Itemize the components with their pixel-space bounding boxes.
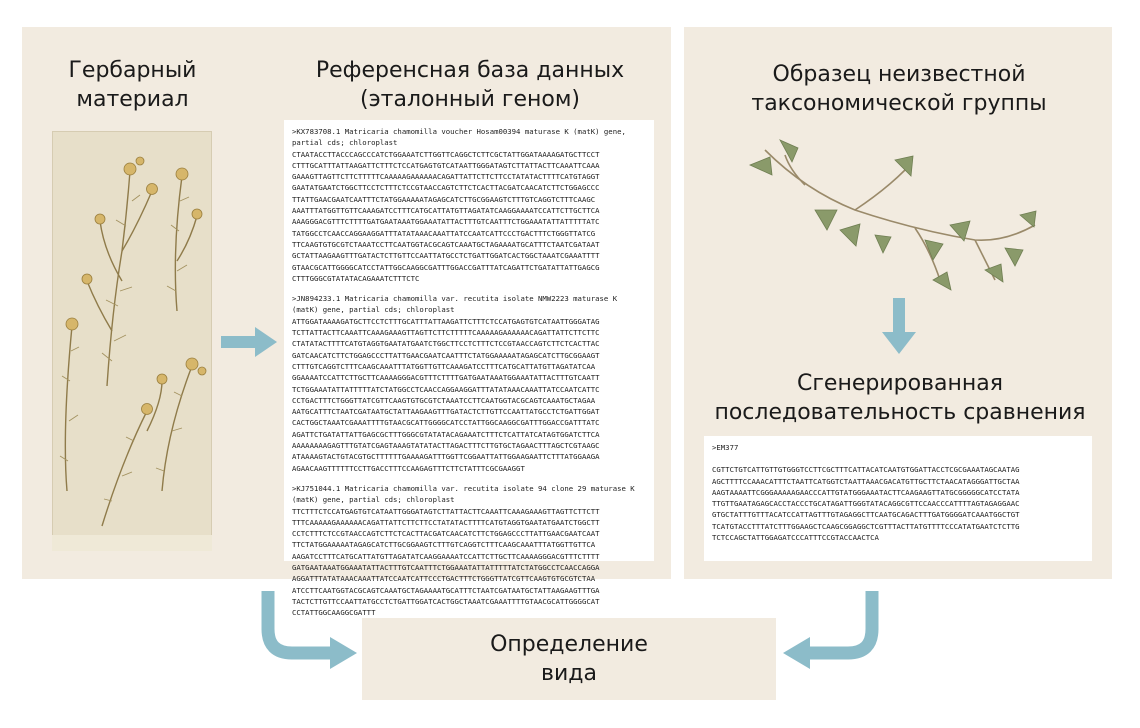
reference-entry	[292, 126, 646, 284]
reference-database-document	[284, 120, 654, 618]
unknown-plant-specimen-image	[745, 130, 1045, 290]
entry-sequence: ATTGGATAAAAGATGCTTCCTCTTTGCATTTATTAAGATTCTTTCTCCATGAGTGTCATAATTGGGATAG TCTTATTACTTCAAATTCAAAGAAAGTTAGTTCTTCTTTTTCAAAAAGAAAAAACAGATTATTCTTCTTC CTATATACTTTTCATGTAGGTGAATATGAATCTGGCTTCCTCTTTCTCCGTAACCAGTCTTCTCACTTAC GATCAACATCTTCTGGAGCCCTTATTGAACGAATCAATTTCTATGGAAAAATAGAGCATCTTGCGGAAGT CTTTGTCAGGTCTTTCAAGCAAATTTATGGTTGTTCAAAGATCCTTTCATGCATTATGTTAGATATCAA GGAAAATCCATTCTTGCTTCAAAAGGGACGTTTCTTTTGATGAATAAATGGAAATATTACTTTGTCAATT TCTGGAAATATTATTTTTATCTATGGCCTCAACCAGGAAGGATTTATATAAACAAATTATCCAATCATTC CCTGACTTTCTGGGTTATCGTTCAAGTGTGCGTCTAAATCCTTCAATGGTACGCAGTCAAATGCTAGAA AATGCATTTCTAATCGATAATGCTATTAAGAAGTTTGATACTCTTGTTCCAATTATGCCTCTGATTGGAT CACTGGCTAAATCGAAATTTTGTAACGCATTGGGGCATCCTATTGGCAAGGCGATTTGGACCGATTTATC AGATTCTGATATTATTGAGCGCTTTGGGCGTATATACAGAAATCTTTCTCATTATCATAGTGGATCTTCA AAAAAAAAGAGTTTGTATCGAGTAAAGTATATACTTAGACTTTCTTGTGCTAGAACTTTAGCTCGTAAGC ATAAAAGTACTGTACGTGCTTTTTTGAAAAGATTTGGTTCGGAATTATTGGAAGAATTCTTTATGGAAGA AGAACAAGTTTTTTCCTTGACCTTTCCAAGAGTTTCTTCTATTTCGCGAAGGT	[292, 316, 600, 473]
herbarium-title: Гербарный материал	[68, 58, 197, 112]
result-title: Определение вида	[490, 632, 648, 686]
specimen-label	[52, 535, 212, 551]
chamomile-specimen-icon	[52, 131, 212, 551]
generated-header: >EM377	[712, 443, 739, 452]
arrow-icon	[882, 298, 916, 358]
generated-sequence-title: Сгенерированная последовательность сравнения	[714, 371, 1086, 425]
arrow-icon	[778, 591, 878, 691]
generated-sequence-text: CGTTCTGTCATTGTTGTGGGTCCTTCGCTTTCATTACATCAATGTGGATTACCTCGCGAAATAGCAATAG AGCTTTTCCAAACATTTCTAATTCATGGTCTAATTAAACGACATGTTGCTTCTAACATAGGGATTGCTAA AAGTAAAATTCGGGAAAAAGAACCCATTGTATGGGAAATACTTCAAGAAGTTATGCGGGGGCATCCTATA TTGTTGAATAGAGCACCTACCCTGCATAGATTGGGTATACAGGCGTTCCAACCCATTTTAGTAGAGGAAC GTGCTATTTGTTTACATCCATTAGTTTGTAGAGGCTTCAATGCAGACTTTGATGGGGATCAAATGGCTGT TCATGTACCTTTATCTTTGGAAGCTCAAGCGGAGGCTCGTTTACTTATGTTTTCCCATATGAATCTCTTG TCTCCAGCTATTGGAGATCCCATTTCCGTACCAACTCA	[712, 465, 1020, 543]
herbarium-specimen-image	[52, 131, 212, 551]
reference-entry	[292, 293, 646, 474]
entry-header: >KX783708.1 Matricaria chamomilla voucher Hosam00394 maturase K (matK) gene, partial cds; chloroplast	[292, 127, 631, 148]
entry-header: >JN894233.1 Matricaria chamomilla var. recutita isolate NMW2223 maturase K (matK) gene, partial cds; chloroplast	[292, 294, 622, 315]
entry-sequence: CTAATACCTTACCCAGCCCATCTGGAAATCTTGGTTCAGGCTCTTCGCTATTGGATAAAAGATGCTTCCT CTTTGCATTTATTAAGATTCTTTCTCCATGAGTGTCATAATTGGGATAGTCTTATTACTTCAAATTCAAA GAAAGTTAGTTCTTCTTTTTCAAAAAGAAAAAACAGATTATTCTTCTTCCTATATACTTTTCATGTAGGT GAATATGAATCTGGCTTCCTCTTTCTCCGTAACCAGTCTTCTCACTTACGATCAACATCTTCTGGAGCCC TTATTGAACGAATCAATTTCTATGGAAAAATAGAGCATCTTGCGGAAGTCTTTGTCAGGTCTTTCAAGC AAATTTATGGTTGTTCAAAGATCCTTTCATGCATTATGTTAGATATCAAGGAAAATCCATTCTTGCTTCA AAAGGGACGTTTCTTTTGATGAATAAATGGAAATATTACTTTGTCAATTTCTGGAAATATTATTTTTATC TATGGCCTCAACCAGGAAGGATTTATATAAACAAATTATCCAATCATTCCCTGACTTTCTGGGTTATCG TTCAAGTGTGCGTCTAAATCCTTCAATGGTACGCAGTCAAATGCTAGAAAATGCATTTCTAATCGATAAT GCTATTAAGAAGTTTGATACTCTTGTTCCAATTATGCCTCTGATTGGATCACTGGCTAAATCGAAATTTT GTAACGCATTGGGGCATCCTATTGGCAAGGCGATTTGGACCGATTTATCAGATTCTGATATTATTGAGCG CTTTGGGCGTATATACAGAAATCTTTCTC	[292, 149, 600, 283]
reference-title: Референсная база данных (эталонный геном)	[315, 58, 625, 112]
arrow-icon	[262, 591, 362, 691]
entry-sequence: TTCTTTCTCCATGAGTGTCATAATTGGGATAGTCTTATTACTTCAAATTCAAAGAAAGTTAGTTCTTCTT TTTCAAAAAGAAAAAACAGATTATTCTTCTTCCTATATACTTTTCATGTAGGTGAATATGAATCTGGCTT CCTCTTTCTCCGTAACCAGTCTTCTCACTTACGATCAACATCTTCTGGAGCCCTTATTGAACGAATCAAT TTCTATGGAAAAATAGAGCATCTTGCGGAAGTCTTTGTCAGGTCTTTCAAGCAAATTTATGGTTGTTCA AAGATCCTTTCATGCATTATGTTAGATATCAAGGAAAATCCATTCTTGCTTCAAAAGGGACGTTTCTTTT GATGAATAAATGGAAATATTACTTTGTCAATTTCTGGAAATATTATTTTTATCTATGGCCTCAACCAGGA AGGATTTATATAAACAAATTATCCAATCATTCCCTGACTTTCTGGGTTATCGTTCAAGTGTGCGTCTAA ATCCTTCAATGGTACGCAGTCAAATGCTAGAAAATGCATTTCTAATCGATAATGCTATTAAGAAGTTTGA TACTCTTGTTCCAATTATGCCTCTGATTGGATCACTGGCTAAATCGAAATTTTGTAACGCATTGGGGCAT CCTATTGGCAAGGCGATTT	[292, 506, 600, 618]
arrow-icon	[221, 327, 281, 357]
unknown-sample-title: Образец неизвестной таксономической группы	[751, 62, 1047, 116]
generated-sequence-document	[704, 436, 1092, 561]
entry-header: >KJ751044.1 Matricaria chamomilla var. recutita isolate 94 clone 29 maturase K (matK) gene, partial cds; chloroplast	[292, 483, 640, 505]
